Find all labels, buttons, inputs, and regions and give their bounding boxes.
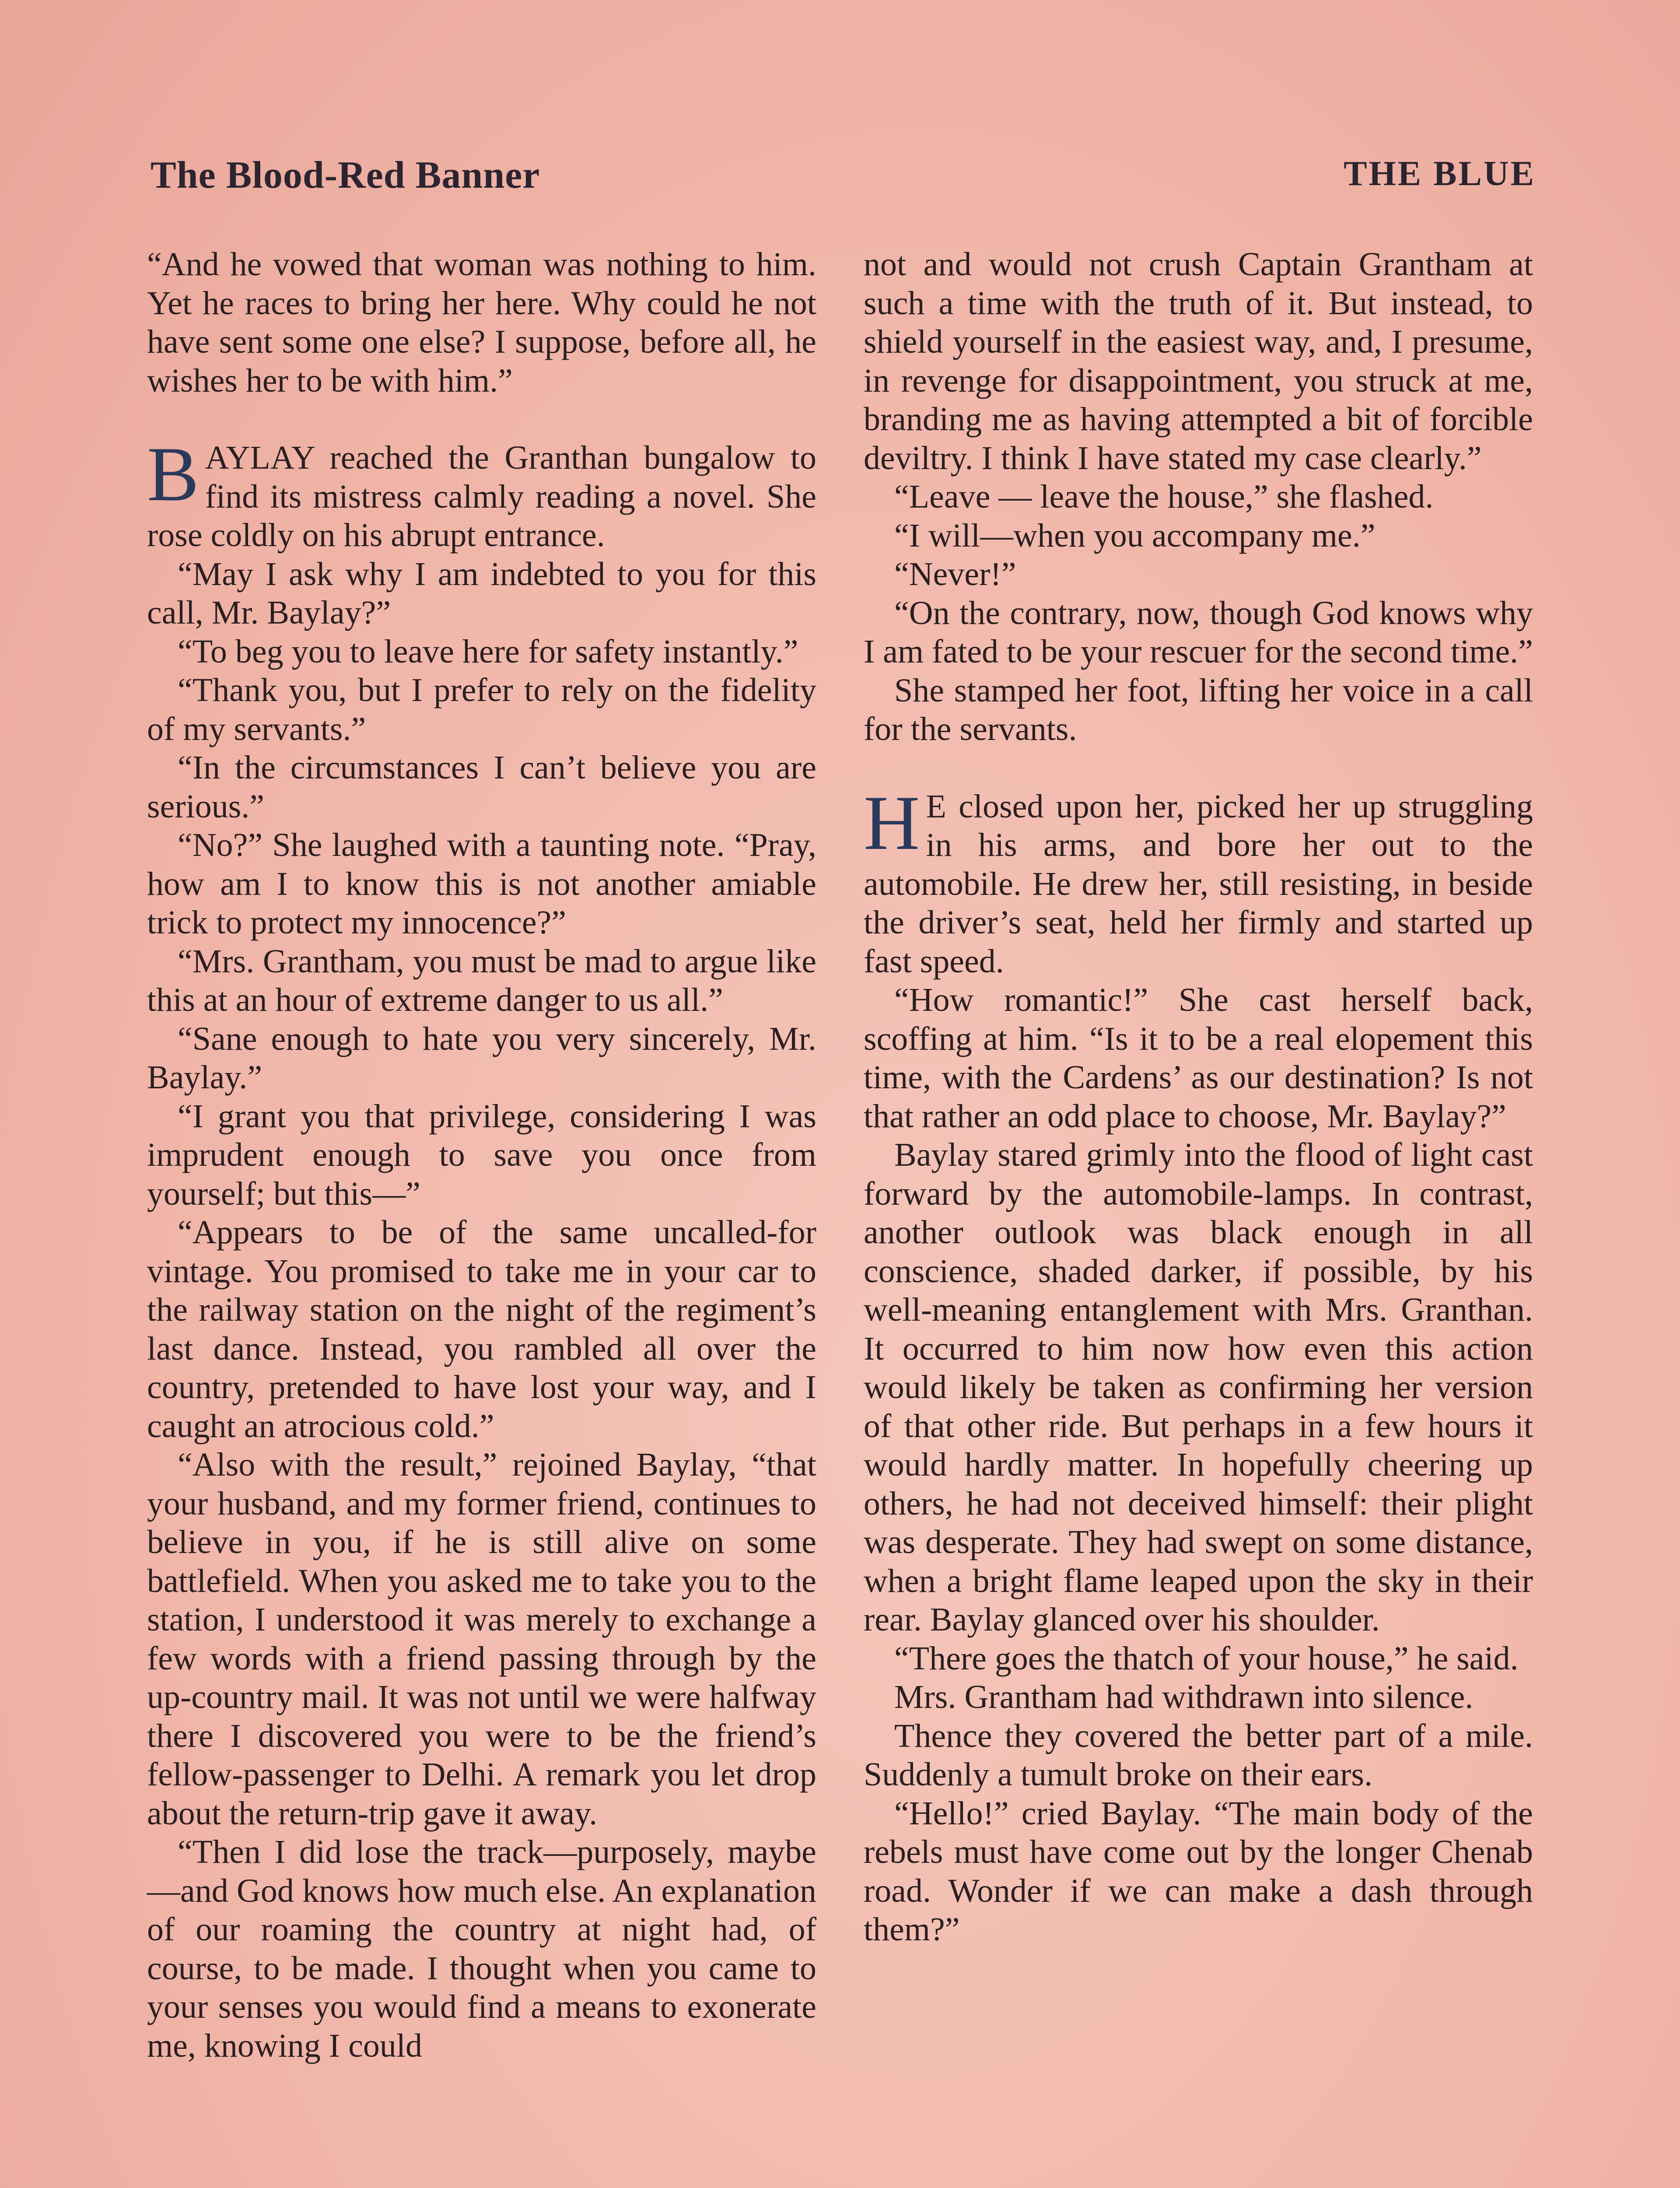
paragraph: “To beg you to leave here for safety instantly.”: [178, 633, 798, 670]
paragraph: “Also with the result,” rejoined Baylay, “that your husband, and my former friend, continues to believe in you, if he is still alive on some battlefield. When you asked me to take you to the station, I understood it was merely to exchange a few words with a friend passing through by the up-country mail. It was not until we were halfway there I discovered you were to be the friend’s fellow-passenger to Delhi. A remark you let drop about the return-trip gave it away.: [147, 1446, 816, 1832]
paragraph: Baylay stared grimly into the flood of light cast forward by the automobile-lamps. In contrast, another outlook was black enough in all conscience, shaded darker, if possible, by his well-meaning entanglement with Mrs. Granthan. It occurred to him now how even this action would likely be taken as confirming her version of that other ride. But perhaps in a few hours it would hardly matter. In hopefully cheering up others, he had not deceived himself: their plight was desperate. They had swept on some distance, when a bright flame leaped upon the sky in their rear. Baylay glanced over his shoulder.: [864, 1136, 1533, 1638]
running-title: The Blood-Red Banner: [150, 154, 540, 196]
section-paragraph: [864, 779, 1533, 981]
paragraph: “Leave — leave the house,” she flashed.: [894, 478, 1434, 515]
paragraph: “No?” She laughed with a taunting note. “Pray, how am I to know this is not another amiable trick to protect my innocence?”: [147, 827, 816, 941]
paragraph: “And he vowed that woman was nothing to him. Yet he races to bring her here. Why could he not have sent some one else? I suppose, before all, he wishes her to be with him.”: [147, 246, 816, 399]
paragraph: “May I ask why I am indebted to you for this call, Mr. Baylay?”: [147, 555, 816, 631]
paragraph-text: E closed upon her, picked her up struggling in his arms, and bore her out to the automobile. He drew her, still resisting, in beside the driver’s seat, held her firmly and started up fast speed.: [864, 788, 1533, 980]
left-column: [147, 245, 816, 2065]
magazine-title: THE BLUE: [1344, 154, 1536, 193]
paragraph: “Appears to be of the same uncalled-for vintage. You promised to take me in your car to the railway station on the night of the regiment’s last dance. Instead, you rambled all over the country, pretended to have lost your way, and I caught an atrocious cold.”: [147, 1214, 816, 1445]
paragraph: “I will—when you accompany me.”: [894, 517, 1376, 554]
paragraph: “In the circumstances I can’t believe you are serious.”: [147, 749, 816, 825]
paragraph: Thence they covered the better part of a mile. Suddenly a tumult broke on their ears.: [864, 1717, 1533, 1793]
paragraph: “Hello!” cried Baylay. “The main body of the rebels must have come out by the longer Chenab road. Wonder if we can make a dash through them?”: [864, 1795, 1533, 1948]
paragraph: “Thank you, but I prefer to rely on the fidelity of my servants.”: [147, 672, 816, 747]
paragraph: “There goes the thatch of your house,” he said.: [894, 1640, 1519, 1677]
drop-cap: H: [864, 779, 920, 866]
paragraph: “Sane enough to hate you very sincerely, Mr. Baylay.”: [147, 1020, 816, 1096]
paragraph: “Then I did lose the track—purposely, maybe—and God knows how much else. An explanation of our roaming the country at night had, of course, to be made. I thought when you came to your senses you would find a means to exonerate me, knowing I could: [147, 1834, 816, 2064]
paragraph: She stamped her foot, lifting her voice in a call for the servants.: [864, 672, 1533, 747]
right-column: [864, 245, 1533, 1949]
paragraph: Mrs. Grantham had withdrawn into silence.: [894, 1679, 1474, 1715]
paragraph: “How romantic!” She cast herself back, scoffing at him. “Is it to be a real elopement this time, with the Cardens’ as our destination? Is not that rather an odd place to choose, Mr. Baylay?”: [864, 982, 1533, 1135]
drop-cap: B: [147, 431, 199, 517]
paragraph-text: AYLAY reached the Granthan bungalow to find its mistress calmly reading a novel. She rose coldly on his abrupt entrance.: [147, 439, 816, 554]
paragraph: “Never!”: [894, 556, 1016, 593]
section-paragraph: [147, 431, 816, 555]
paragraph: “Mrs. Grantham, you must be mad to argue like this at an hour of extreme danger to us all.”: [147, 943, 816, 1018]
paragraph: “I grant you that privilege, considering I was imprudent enough to save you once from yourself; but this—”: [147, 1098, 816, 1212]
paragraph: “On the contrary, now, though God knows why I am fated to be your rescuer for the second time.”: [864, 594, 1533, 670]
paragraph: not and would not crush Captain Grantham at such a time with the truth of it. But instead, to shield yourself in the easiest way, and, I presume, in revenge for disappointment, you struck at me, branding me as having attempted a bit of forcible deviltry. I think I have stated my case clearly.”: [864, 246, 1533, 477]
